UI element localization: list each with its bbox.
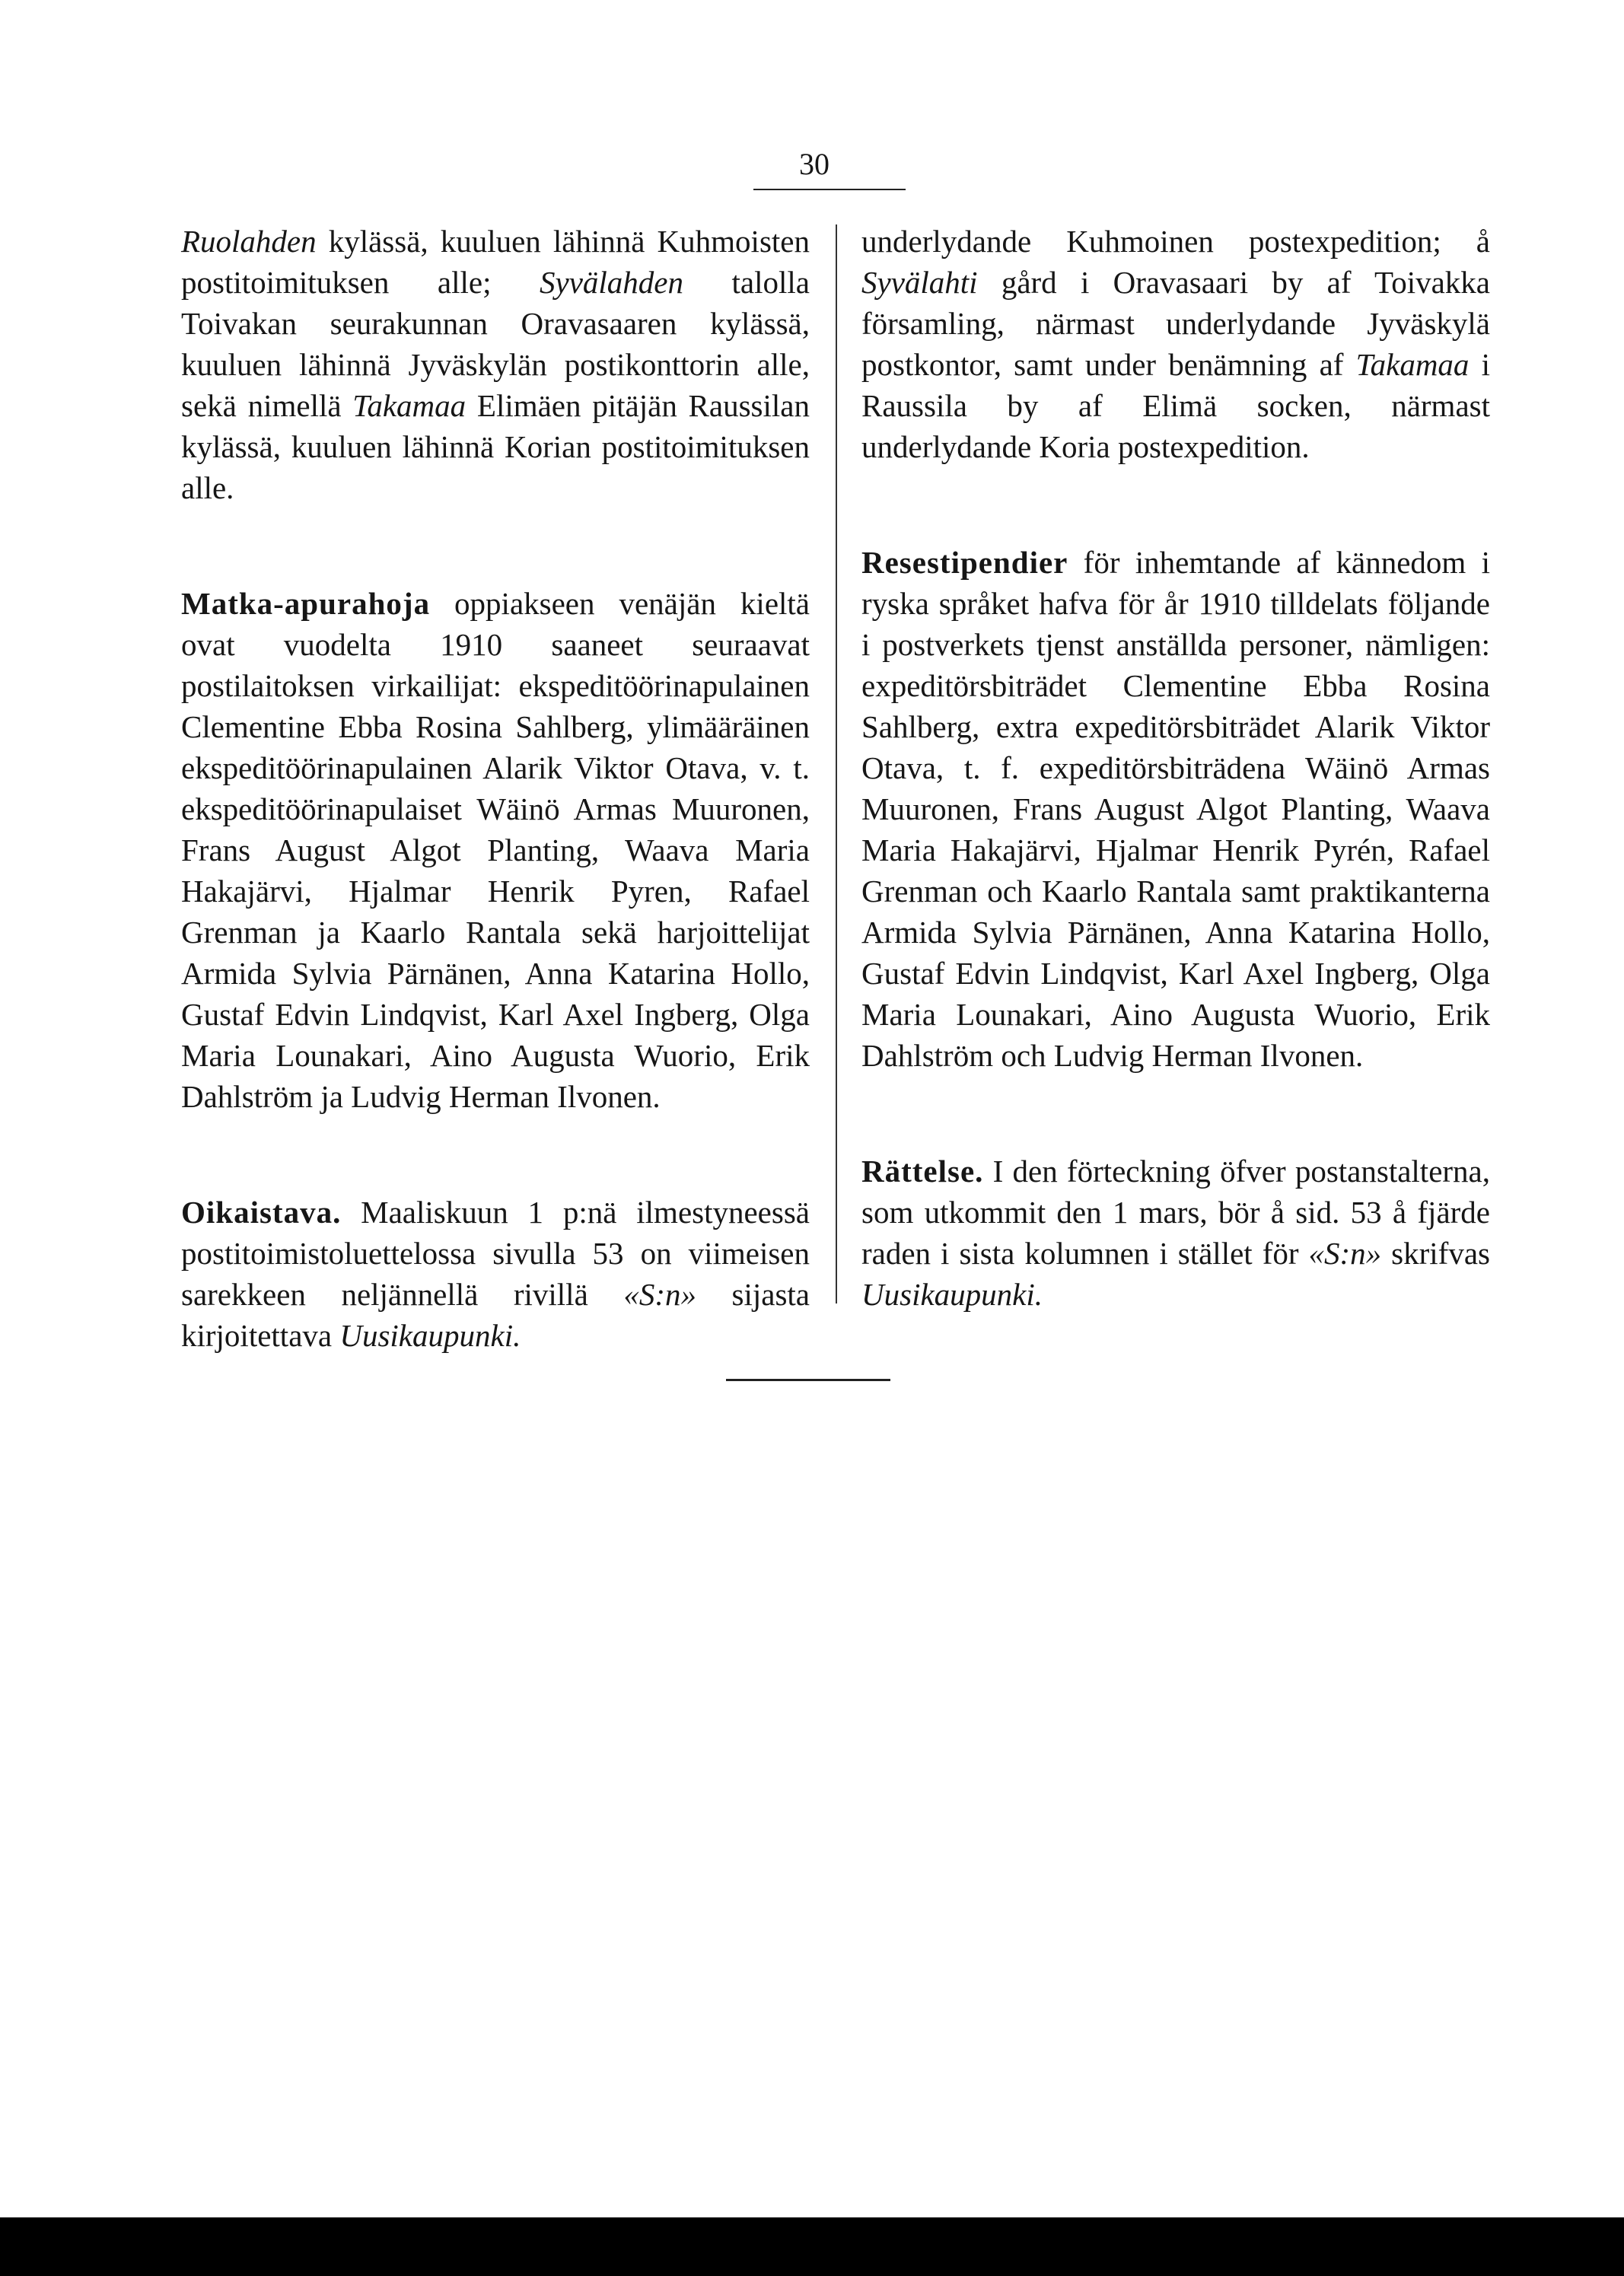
finnish-grants-body: oppiakseen venäjän kieltä ovat vuodelta 1910 saaneet seuraavat postilaitoksen virkailijat: ekspeditöörinapulainen Clementine Ebba Rosina Sahlberg, ylimääräinen ekspeditöörinapulainen Alarik Viktor Otava, v. t. ekspeditöörinapulaiset Wäinö Armas Muuronen, Frans August Algot Planting, Waava Maria Hakajärvi, Hjalmar Henrik Pyren, Rafael Grenman ja Kaarlo Rantala sekä harjoittelijat Armida Sylvia Pärnänen, Anna Katarina Hollo, Gustaf Edvin Lindqvist, Karl Axel Ingberg, Olga Maria Lounakari, Aino Augusta Wuorio, Erik Dahlström ja Ludvig Herman Ilvonen.: [181, 586, 810, 1114]
page-number-rule: [753, 189, 906, 190]
finnish-column: [181, 221, 810, 1356]
text-run: I den förteckning öfver postanstalterna, som utkommit den 1 mars, bör å sid. 53 å fjärde raden i sista kolumnen i stället för: [861, 1154, 1490, 1271]
office-code: «S:n»: [1308, 1236, 1382, 1271]
text-run: kylässä, kuuluen lähinnä Kuhmoisten postitoimituksen alle;: [181, 224, 810, 300]
text-run: Maaliskuun 1 p:nä ilmestyneessä postitoimistoluettelossa sivulla 53 on viimeisen sarekkeen neljännellä rivillä: [181, 1195, 810, 1312]
finnish-grants-heading: Matka-apurahoja: [181, 586, 431, 621]
finnish-correction-heading: Oikaistava.: [181, 1195, 342, 1230]
page-number: 30: [799, 147, 830, 181]
swedish-correction-heading: Rättelse.: [861, 1154, 984, 1189]
text-run: skrifvas: [1381, 1236, 1490, 1271]
office-code: «S:n»: [623, 1277, 696, 1312]
swedish-grants-heading: Resestipendier: [861, 545, 1068, 580]
swedish-correction-paragraph: [861, 1151, 1490, 1315]
text-run: talolla Toivakan seurakunnan Oravasaaren kylässä, kuuluen lähinnä Jyväskylän postikonttorin alle, sekä nimellä: [181, 265, 810, 423]
swedish-intro-paragraph: [861, 221, 1490, 467]
text-run: underlydande Kuhmoinen postexpedition; å: [861, 224, 1490, 259]
swedish-column: [861, 221, 1490, 1315]
town-name: Uusikaupunki.: [339, 1318, 521, 1353]
finnish-correction-paragraph: [181, 1192, 810, 1356]
text-run: Elimäen pitäjän Raussilan kylässä, kuuluen lähinnä Korian postitoimituksen alle.: [181, 388, 810, 505]
place-name-syvalahti: Syvälahti: [861, 265, 978, 300]
swedish-grants-body: för inhemtande af kännedom i ryska språket hafva för år 1910 tilldelats följande i postverkets tjenst anställda personer, nämligen: expeditörsbiträdet Clementine Ebba Rosina Sahlberg, extra expeditörsbiträdet Alarik Viktor Otava, t. f. expeditörsbiträdena Wäinö Armas Muuronen, Frans August Algot Planting, Waava Maria Hakajärvi, Hjalmar Henrik Pyrén, Rafael Grenman och Kaarlo Rantala samt praktikanterna Armida Sylvia Pärnänen, Anna Katarina Hollo, Gustaf Edvin Lindqvist, Karl Axel Ingberg, Olga Maria Lounakari, Aino Augusta Wuorio, Erik Dahlström och Ludvig Herman Ilvonen.: [861, 545, 1490, 1073]
finnish-intro-paragraph: [181, 221, 810, 508]
text-run: sijasta kirjoitettava: [181, 1277, 810, 1353]
end-rule: [726, 1379, 890, 1381]
swedish-grants-paragraph: [861, 542, 1490, 1076]
place-name-takamaa: Takamaa: [1355, 347, 1470, 382]
scan-border: [0, 2217, 1624, 2276]
town-name: Uusikaupunki.: [861, 1277, 1043, 1312]
place-name-syvalahti: Syvälahden: [540, 265, 683, 300]
place-name-ruolahti: Ruolahden: [181, 224, 317, 259]
text-run: gård i Oravasaari by af Toivakka församling, närmast underlydande Jyväskylä postkontor, samt under benämning af: [861, 265, 1490, 382]
text-run: i Raussila by af Elimä socken, närmast underlydande Koria postexpedition.: [861, 347, 1490, 464]
finnish-grants-paragraph: [181, 583, 810, 1117]
column-divider: [836, 224, 837, 1304]
place-name-takamaa: Takamaa: [352, 388, 467, 423]
